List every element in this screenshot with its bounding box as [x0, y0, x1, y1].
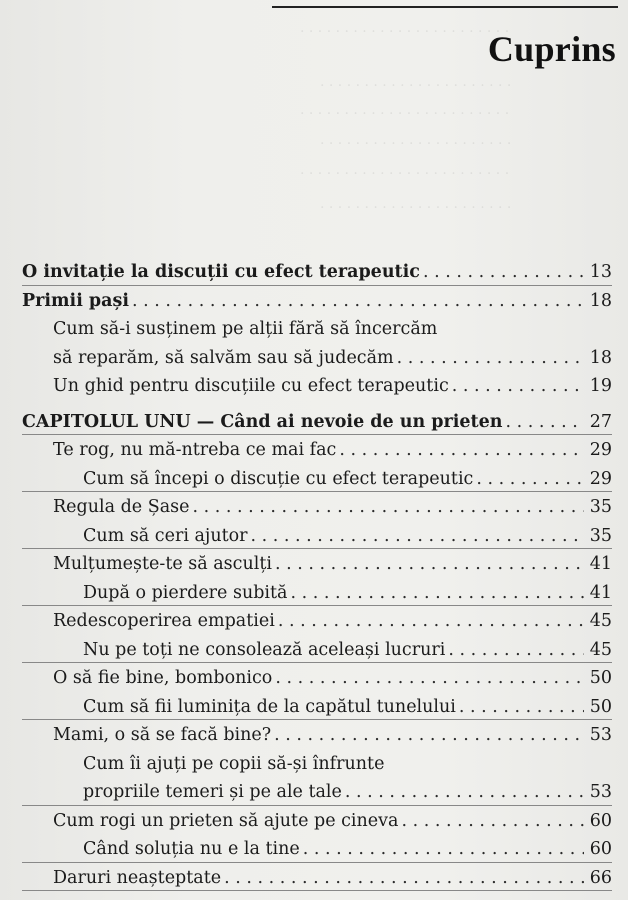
bleed-through: . . . . . . . . . . . . . . . . . . . . . .	[320, 196, 512, 212]
table-of-contents	[22, 258, 612, 892]
leader-dots	[505, 408, 584, 437]
toc-entry-label: propriile temeri și pe ale tale	[83, 782, 342, 802]
separator-line	[22, 862, 612, 863]
toc-entry-label-line1: Cum să-i susținem pe alții fără să încercăm	[53, 319, 438, 339]
toc-entry-label: Un ghid pentru discuțiile cu efect terapeutic	[53, 376, 449, 396]
toc-entry-empathy[interactable]	[22, 607, 612, 636]
bleed-through: . . . . . . . . . . . . . . . . . . . . . . . .	[300, 162, 510, 178]
toc-entry-page: 41	[589, 582, 612, 603]
bleed-through: . . . . . . . . . . . . . . . . . . . . . .	[320, 74, 512, 90]
leader-dots	[251, 522, 584, 551]
toc-entry-label: Când soluția nu e la tine	[83, 839, 300, 859]
leader-dots	[274, 721, 584, 750]
leader-dots	[278, 607, 584, 636]
toc-entry-page: 35	[589, 525, 612, 546]
toc-entry-page: 35	[589, 497, 612, 517]
toc-entry-invitation[interactable]	[22, 258, 612, 287]
toc-entry-mami[interactable]	[22, 721, 612, 750]
toc-entry-label: Cum să ceri ajutor	[83, 525, 248, 546]
toc-entry-label: Cum să fii luminița de la capătul tunelului	[83, 696, 456, 717]
separator-line	[22, 662, 612, 663]
separator-line	[22, 890, 612, 891]
toc-entry-label: CAPITOLUL UNU — Când ai nevoie de un prieten	[22, 411, 503, 432]
leader-dots	[423, 258, 584, 287]
leader-dots	[132, 287, 584, 316]
separator-line	[22, 805, 612, 806]
toc-entry-page: 45	[589, 639, 612, 660]
leader-dots	[401, 807, 584, 836]
toc-entry-page: 66	[589, 867, 612, 888]
toc-entry-label: Regula de Șase	[53, 497, 190, 517]
bleed-through: . . . . . . . . . . . . . . . . . . . . . . . .	[300, 20, 510, 36]
separator-line	[22, 548, 612, 549]
leader-dots	[224, 864, 584, 893]
toc-entry-label: Nu pe toți ne consolează aceleași lucruri	[83, 639, 446, 660]
toc-entry-page: 27	[589, 411, 612, 432]
toc-entry-page: 45	[589, 611, 612, 631]
toc-entry-bombonico[interactable]	[22, 664, 612, 693]
toc-entry-page: 53	[589, 782, 612, 802]
separator-line	[22, 434, 612, 435]
toc-entry-label: Mami, o să se facă bine?	[53, 725, 272, 745]
leader-dots	[192, 493, 584, 522]
leader-dots	[397, 344, 584, 373]
toc-entry-children-fears[interactable]	[22, 778, 612, 807]
toc-entry-label: Cum să începi o discuție cu efect terapeutic	[83, 468, 474, 489]
toc-entry-label: O invitație la discuții cu efect terapeutic	[22, 262, 420, 282]
bleed-through: . . . . . . . . . . . . . . . . . . . . . .	[320, 132, 512, 148]
toc-entry-page: 50	[589, 668, 612, 688]
leader-dots	[452, 372, 584, 401]
toc-entry-label: Daruri neașteptate	[53, 867, 222, 888]
leader-dots	[290, 579, 584, 608]
toc-entry-label: După o pierdere subită	[83, 582, 288, 603]
toc-entry-label: Primii pași	[22, 290, 130, 311]
toc-entry-label: Mulțumește-te să asculți	[53, 554, 272, 574]
leader-dots	[448, 636, 584, 665]
toc-entry-page: 18	[589, 347, 612, 368]
bleed-through: . . . . . . . . . . . . . . . . . . . . . . . .	[300, 102, 510, 118]
toc-entry-just-listen[interactable]	[22, 550, 612, 579]
leader-dots	[459, 693, 584, 722]
header-rule	[272, 6, 618, 8]
toc-entry-page: 60	[589, 839, 612, 859]
toc-entry-page: 60	[589, 810, 612, 831]
toc-entry-page: 19	[589, 376, 612, 396]
toc-entry-support-others[interactable]	[22, 344, 612, 373]
toc-entry-page: 13	[589, 262, 612, 282]
toc-entry-label: Redescoperirea empatiei	[53, 611, 275, 631]
page-title: Cuprins	[487, 29, 616, 69]
toc-entry-sudden-loss[interactable]	[22, 579, 612, 608]
toc-entry-dont-ask[interactable]	[22, 436, 612, 465]
separator-line	[22, 491, 612, 492]
toc-entry-unexpected-gifts[interactable]	[22, 864, 612, 893]
leader-dots	[275, 664, 584, 693]
toc-entry-ask-help[interactable]	[22, 522, 612, 551]
toc-entry-page: 41	[589, 554, 612, 574]
toc-entry-label: O să fie bine, bombonico	[53, 668, 273, 688]
toc-entry-guide[interactable]	[22, 372, 612, 401]
toc-entry-page: 29	[589, 468, 612, 489]
toc-entry-first-steps[interactable]	[22, 287, 612, 316]
toc-entry-page: 18	[589, 290, 612, 311]
leader-dots	[339, 436, 584, 465]
separator-line	[22, 285, 612, 286]
separator-line	[22, 605, 612, 606]
toc-entry-light-tunnel[interactable]	[22, 693, 612, 722]
toc-entry-label: Cum rogi un prieten să ajute pe cineva	[53, 810, 399, 831]
toc-entry-ask-friend[interactable]	[22, 807, 612, 836]
toc-entry-rule-of-six[interactable]	[22, 493, 612, 522]
toc-entry-consolation[interactable]	[22, 636, 612, 665]
leader-dots	[345, 778, 584, 807]
toc-entry-page: 53	[589, 725, 612, 745]
leader-dots	[476, 465, 584, 494]
toc-entry-not-your-solution[interactable]	[22, 835, 612, 864]
leader-dots	[275, 550, 584, 579]
toc-entry-label: să reparăm, să salvăm sau să judecăm	[53, 347, 394, 368]
toc-entry-label: Te rog, nu mă-ntreba ce mai fac	[53, 440, 337, 460]
toc-entry-page: 50	[589, 696, 612, 717]
toc-entry-chapter-one[interactable]	[22, 408, 612, 437]
leader-dots	[303, 835, 584, 864]
toc-entry-page: 29	[589, 440, 612, 460]
toc-entry-label-line1: Cum îi ajuți pe copii să-și înfrunte	[83, 753, 385, 774]
toc-entry-start-discussion[interactable]	[22, 465, 612, 494]
separator-line	[22, 719, 612, 720]
